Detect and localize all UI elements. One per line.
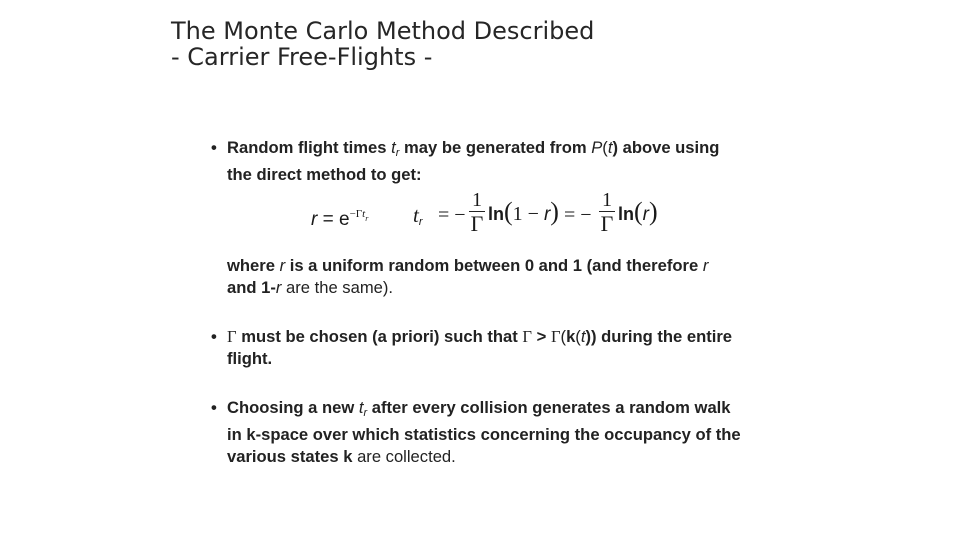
text-run: are collected.: [352, 447, 456, 466]
var-r: r: [702, 256, 709, 275]
eq-sub-r: r: [418, 216, 423, 228]
equation-tr: [413, 203, 423, 234]
eq-numerator: 1: [602, 189, 612, 211]
eq-exponent-t: t: [362, 208, 366, 220]
bullet-line: [227, 277, 708, 299]
symbol-gamma: Γ: [227, 327, 237, 346]
eq-paren: (: [634, 197, 643, 226]
text-run: Random flight times: [227, 138, 392, 157]
bullet-line: [227, 397, 807, 424]
text-run: >: [532, 327, 551, 346]
text-run: where: [227, 256, 280, 275]
bullet-marker: •: [211, 138, 217, 157]
text-run: is a uniform random between 0 and 1 (and therefore: [285, 256, 703, 275]
var-r: r: [275, 278, 282, 297]
eq-fraction-2: [597, 189, 617, 236]
eq-equals-minus-1: = −: [438, 204, 466, 226]
bullet-line: [227, 326, 807, 348]
text-run: must be chosen (a priori) such that: [236, 327, 523, 346]
var-t: t: [358, 398, 364, 417]
title-line-2: - Carrier Free-Flights -: [171, 43, 433, 71]
eq-numerator: 1: [472, 189, 482, 211]
eq-equals-e: = e: [317, 209, 350, 230]
eq-arg: 1 −: [512, 203, 544, 225]
text-run: ) above using: [612, 138, 720, 157]
text-run: (: [602, 138, 608, 157]
bullet-line: flight.: [227, 349, 273, 368]
bullet-text: [227, 137, 807, 186]
eq-exponent-sub: r: [365, 214, 369, 223]
sub-r: r: [363, 407, 368, 419]
var-k: k: [566, 327, 576, 346]
var-t: t: [607, 138, 613, 157]
bullet-marker: •: [211, 327, 217, 346]
eq-var-r: r: [311, 209, 318, 230]
bullet-line: [227, 446, 807, 468]
equation-r-exp: [311, 202, 368, 232]
text-run: are the same).: [281, 278, 394, 297]
bullet-continuation: [227, 255, 708, 299]
var-r: r: [279, 256, 286, 275]
text-run: (: [575, 327, 581, 346]
eq-var-r: r: [543, 204, 551, 225]
symbol-gamma: Γ: [550, 327, 561, 346]
eq-paren: (: [504, 197, 513, 226]
eq-denominator: Γ: [470, 211, 484, 236]
bullet-text: [227, 397, 807, 468]
text-run: Choosing a new: [227, 398, 359, 417]
eq-ln: ln: [488, 204, 504, 224]
sub-r: r: [395, 147, 400, 159]
text-run: various states: [227, 447, 344, 466]
var-t: t: [391, 138, 396, 157]
bullet-line: in k-space over which statistics concerning the occupancy of the: [227, 425, 741, 444]
text-run: after every collision generates a random walk: [367, 398, 731, 417]
var-t: t: [580, 327, 586, 346]
eq-paren: ): [649, 197, 658, 226]
eq-equals-minus-2: = −: [564, 204, 592, 226]
slide-title: [171, 18, 594, 70]
bullet-line: [227, 137, 807, 164]
text-run: may be generated from: [399, 138, 592, 157]
eq-ln-1: [488, 197, 559, 227]
bullet-line: [227, 255, 708, 277]
symbol-gamma: Γ: [522, 327, 533, 346]
eq-exponent: −Γ: [349, 208, 363, 220]
text-run: and 1-: [227, 278, 276, 297]
eq-ln-2: [618, 197, 658, 227]
var-k: k: [343, 447, 353, 466]
title-line-1: The Monte Carlo Method Described: [171, 17, 595, 45]
bullet-line: the direct method to get:: [227, 165, 422, 184]
eq-paren: ): [550, 197, 559, 226]
eq-denominator: Γ: [600, 211, 614, 236]
eq-var-t: t: [413, 203, 419, 227]
eq-ln: ln: [618, 204, 634, 224]
bullet-text: [227, 326, 807, 370]
text-run: )) during the entire: [585, 327, 733, 346]
bullet-marker: •: [211, 398, 217, 417]
var-P: P: [591, 138, 603, 157]
text-run: (: [560, 327, 567, 346]
eq-fraction-1: [467, 189, 487, 236]
eq-var-r: r: [642, 204, 649, 225]
